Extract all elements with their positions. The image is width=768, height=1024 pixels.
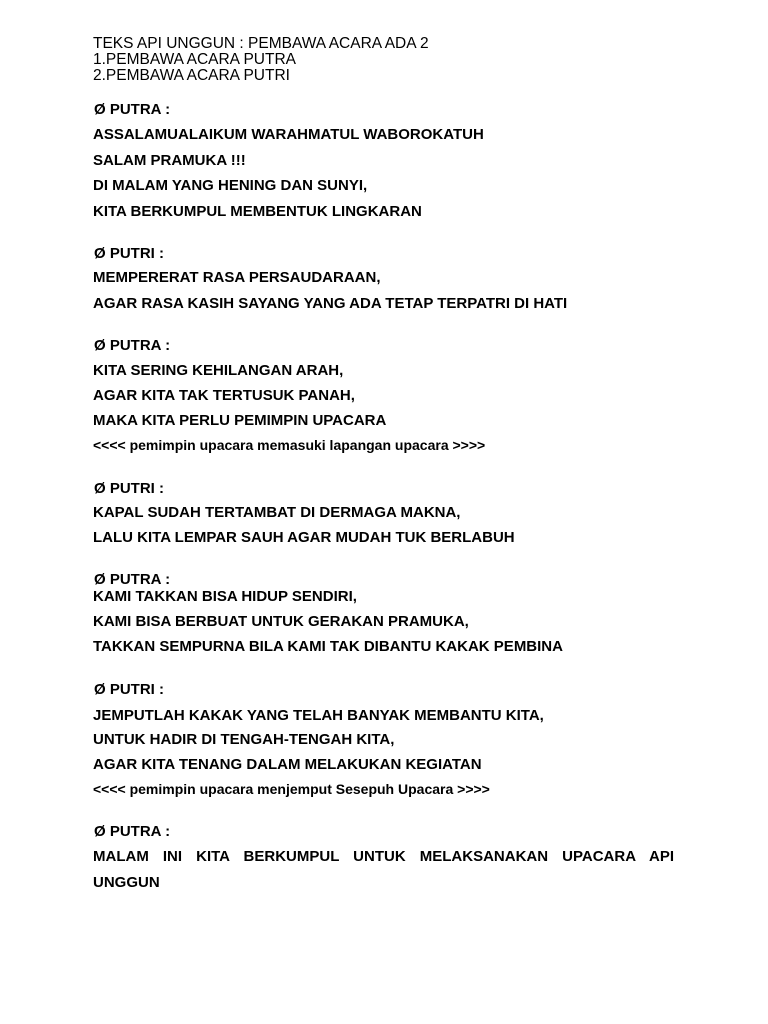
- script-line: AGAR KITA TAK TERTUSUK PANAH,: [93, 387, 355, 404]
- script-line: DI MALAM YANG HENING DAN SUNYI,: [93, 177, 368, 194]
- script-line: SALAM PRAMUKA !!!: [93, 152, 246, 169]
- script-line: KITA BERKUMPUL MEMBENTUK LINGKARAN: [93, 203, 422, 220]
- speaker-label: Ø PUTRI :: [94, 681, 164, 698]
- stage-direction: <<<< pemimpin upacara menjemput Sesepuh Upacara >>>>: [93, 781, 490, 797]
- script-line: KAMI TAKKAN BISA HIDUP SENDIRI,: [93, 588, 357, 605]
- speaker-label: Ø PUTRA :: [94, 337, 171, 354]
- script-line: KAPAL SUDAH TERTAMBAT DI DERMAGA MAKNA,: [93, 504, 461, 521]
- host-list-item: 2.PEMBAWA ACARA PUTRI: [93, 67, 290, 84]
- script-line: AGAR RASA KASIH SAYANG YANG ADA TETAP TERPATRI DI HATI: [93, 295, 568, 312]
- document-title: TEKS API UNGGUN : PEMBAWA ACARA ADA 2: [93, 35, 429, 52]
- script-line: MAKA KITA PERLU PEMIMPIN UPACARA: [93, 412, 387, 429]
- host-list-item: 1.PEMBAWA ACARA PUTRA: [93, 51, 296, 68]
- speaker-label: Ø PUTRA :: [94, 823, 171, 840]
- script-line: LALU KITA LEMPAR SAUH AGAR MUDAH TUK BERLABUH: [93, 529, 515, 546]
- script-line: MALAM INI KITA BERKUMPUL UNTUK MELAKSANAKAN UPACARA API: [93, 848, 674, 865]
- script-line: UNGGUN: [93, 874, 160, 891]
- script-line: ASSALAMUALAIKUM WARAHMATUL WABOROKATUH: [93, 126, 484, 143]
- stage-direction: <<<< pemimpin upacara memasuki lapangan upacara >>>>: [93, 437, 486, 453]
- script-line: UNTUK HADIR DI TENGAH-TENGAH KITA,: [93, 731, 395, 748]
- speaker-label: Ø PUTRA :: [94, 101, 171, 118]
- script-line: TAKKAN SEMPURNA BILA KAMI TAK DIBANTU KAKAK PEMBINA: [93, 638, 563, 655]
- script-line: AGAR KITA TENANG DALAM MELAKUKAN KEGIATAN: [93, 756, 482, 773]
- script-line: MEMPERERAT RASA PERSAUDARAAN,: [93, 269, 381, 286]
- speaker-label: Ø PUTRI :: [94, 480, 164, 497]
- speaker-label: Ø PUTRA :: [94, 571, 171, 588]
- speaker-label: Ø PUTRI :: [94, 245, 164, 262]
- script-line: JEMPUTLAH KAKAK YANG TELAH BANYAK MEMBANTU KITA,: [93, 707, 544, 724]
- script-line: KITA SERING KEHILANGAN ARAH,: [93, 362, 344, 379]
- script-line: KAMI BISA BERBUAT UNTUK GERAKAN PRAMUKA,: [93, 613, 469, 630]
